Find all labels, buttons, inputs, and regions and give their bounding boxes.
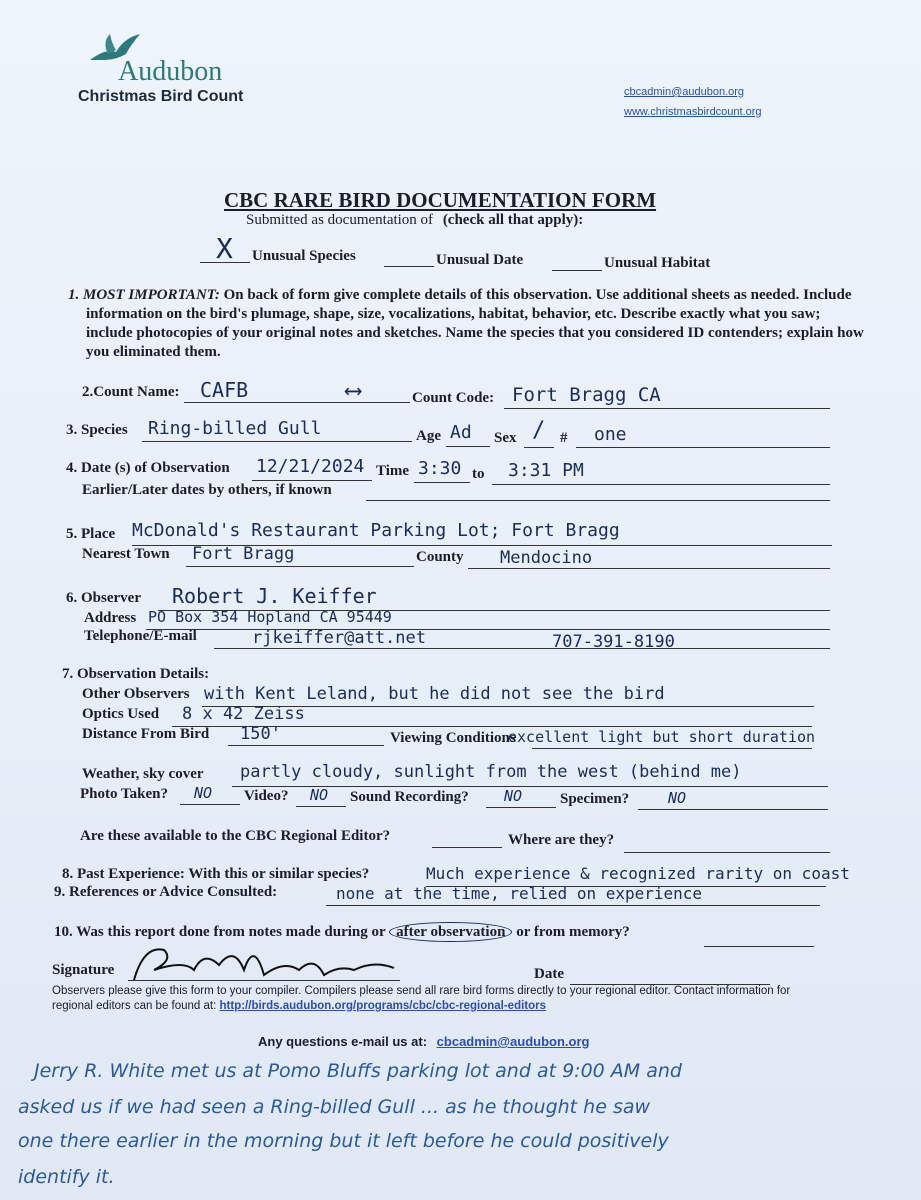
sound-label: Sound Recording? <box>350 789 469 805</box>
place-value[interactable]: McDonald's Restaurant Parking Lot; Fort Bragg <box>132 520 620 541</box>
distance-label: Distance From Bird <box>82 726 210 742</box>
item1-text: On back of form give complete details of this observation. Use additional sheets as needed. Include information on the bird's plumage, shape, size, vocalizations, habitat, behavior, etc. Describe exactly what you saw; include photocopies of your original notes and sketches. Name the species that you considered ID contenders; explain how you eliminated them. <box>86 287 864 360</box>
where-label: Where are they? <box>508 832 615 848</box>
observation-details-label: 7. Observation Details: <box>62 666 210 682</box>
q10-before: 10. Was this report done from notes made during or <box>54 924 386 940</box>
county-label: County <box>416 549 464 565</box>
species-label: 3. Species <box>66 422 128 438</box>
viewing-value[interactable]: excellent light but short duration <box>508 728 816 746</box>
count-code-label: Count Code: <box>412 390 495 406</box>
unusual-species-label: Unusual Species <box>252 248 356 264</box>
date-signature-label: Date <box>534 966 564 982</box>
time-label: Time <box>376 463 410 479</box>
phone-value[interactable]: 707-391-8190 <box>552 632 675 652</box>
questions-line <box>258 1034 589 1049</box>
count-arrow-icon: ⟷ <box>346 376 361 404</box>
age-value[interactable]: Ad <box>450 422 472 443</box>
note-line: asked us if we had seen a Ring-billed Gull ... as he thought he saw <box>18 1096 651 1118</box>
note-line: one there earlier in the morning but it left before he could positively <box>18 1130 669 1152</box>
logo-subtitle: Christmas Bird Count <box>78 88 244 105</box>
unusual-date-checkbox[interactable] <box>384 266 434 267</box>
optics-label: Optics Used <box>82 706 160 722</box>
earlier-dates-field[interactable] <box>366 500 830 501</box>
count-name-value[interactable]: CAFB <box>200 378 249 402</box>
sound-value[interactable]: NO <box>504 787 523 805</box>
item1-label: 1. MOST IMPORTANT: <box>68 287 220 303</box>
observer-value[interactable]: Robert J. Keiffer <box>172 584 377 608</box>
signature-mark <box>124 940 404 990</box>
number-value[interactable]: one <box>594 424 627 445</box>
video-label: Video? <box>244 788 289 804</box>
other-observers-label: Other Observers <box>82 686 190 702</box>
photo-value[interactable]: NO <box>194 784 213 802</box>
past-experience-value[interactable]: Much experience & recognized rarity on coast <box>426 864 850 883</box>
county-value[interactable]: Mendocino <box>500 548 593 568</box>
unusual-species-checkmark[interactable]: X <box>216 232 233 265</box>
available-label: Are these available to the CBC Regional Editor? <box>80 828 391 844</box>
optics-value[interactable]: 8 x 42 Zeiss <box>182 704 305 724</box>
specimen-value[interactable]: NO <box>668 789 687 807</box>
count-code-value[interactable]: Fort Bragg CA <box>512 384 661 406</box>
header-website-link[interactable]: www.christmasbirdcount.org <box>624 106 762 118</box>
address-label: Address <box>84 610 137 626</box>
weather-label: Weather, sky cover <box>82 766 204 782</box>
references-value[interactable]: none at the time, relied on experience <box>336 884 703 903</box>
nearest-town-label: Nearest Town <box>82 546 170 562</box>
note-line: identify it. <box>18 1166 115 1188</box>
q10-circled: after observation <box>389 922 512 942</box>
instructions-text <box>52 984 822 1014</box>
observer-label: 6. Observer <box>66 590 141 606</box>
q10-after: or from memory? <box>516 924 630 940</box>
specimen-label: Specimen? <box>560 791 630 807</box>
audubon-logo <box>78 30 278 110</box>
photo-label: Photo Taken? <box>80 786 168 802</box>
unusual-habitat-checkbox[interactable] <box>552 270 602 271</box>
questions-email-link[interactable]: cbcadmin@audubon.org <box>436 1034 590 1049</box>
phone-email-label: Telephone/E-mail <box>84 628 197 644</box>
q10-field[interactable] <box>704 946 814 947</box>
nearest-town-value[interactable]: Fort Bragg <box>192 544 295 564</box>
logo-brand: Audubon <box>118 56 223 87</box>
other-observers-value[interactable]: with Kent Leland, but he did not see the bird <box>204 684 665 704</box>
date-label: 4. Date (s) of Observation <box>66 460 230 476</box>
unusual-habitat-label: Unusual Habitat <box>604 255 711 271</box>
time-to-value[interactable]: 3:31 PM <box>508 460 584 481</box>
count-name-label: 2.Count Name: <box>82 384 180 400</box>
submitted-prefix: Submitted as documentation of <box>246 212 434 228</box>
video-value[interactable]: NO <box>310 786 329 804</box>
sex-label: Sex <box>494 430 517 446</box>
instructions-body: Observers please give this form to your compiler. Compilers please send all rare bird forms directly to your regional editor. Contact information for regional editors can be found at: <box>52 985 791 1012</box>
header-email-link[interactable]: cbcadmin@audubon.org <box>624 86 745 98</box>
earlier-dates-label: Earlier/Later dates by others, if known <box>82 482 332 498</box>
distance-value[interactable]: 150' <box>240 724 281 744</box>
references-label: 9. References or Advice Consulted: <box>54 884 278 900</box>
age-label: Age <box>416 428 441 444</box>
form-title: CBC RARE BIRD DOCUMENTATION FORM <box>224 188 657 212</box>
viewing-label: Viewing Conditions <box>390 730 516 746</box>
time-from-value[interactable]: 3:30 <box>418 458 462 479</box>
place-label: 5. Place <box>66 526 116 542</box>
item1-paragraph <box>68 286 866 362</box>
sex-value[interactable]: / <box>532 418 546 443</box>
regional-editors-link[interactable]: http://birds.audubon.org/programs/cbc/cbc-regional-editors <box>219 1000 547 1012</box>
date-value[interactable]: 12/21/2024 <box>256 456 365 477</box>
note-line: Jerry R. White met us at Pomo Bluffs parking lot and at 9:00 AM and <box>34 1060 682 1082</box>
questions-label: Any questions e-mail us at: <box>258 1034 428 1049</box>
weather-value[interactable]: partly cloudy, sunlight from the west (behind me) <box>240 762 742 782</box>
q10-line <box>54 924 630 941</box>
species-value[interactable]: Ring-billed Gull <box>148 418 322 439</box>
past-experience-label: 8. Past Experience: With this or similar species? <box>62 866 370 882</box>
submitted-suffix: (check all that apply): <box>442 212 584 228</box>
signature-label: Signature <box>52 962 115 978</box>
to-label: to <box>472 466 485 482</box>
unusual-date-label: Unusual Date <box>436 252 524 268</box>
number-label: # <box>560 430 568 446</box>
where-field[interactable] <box>624 852 830 853</box>
address-value[interactable]: PO Box 354 Hopland CA 95449 <box>148 608 392 626</box>
submitted-line <box>246 212 583 229</box>
email-value[interactable]: rjkeiffer@att.net <box>252 628 426 648</box>
available-field[interactable] <box>432 847 502 848</box>
